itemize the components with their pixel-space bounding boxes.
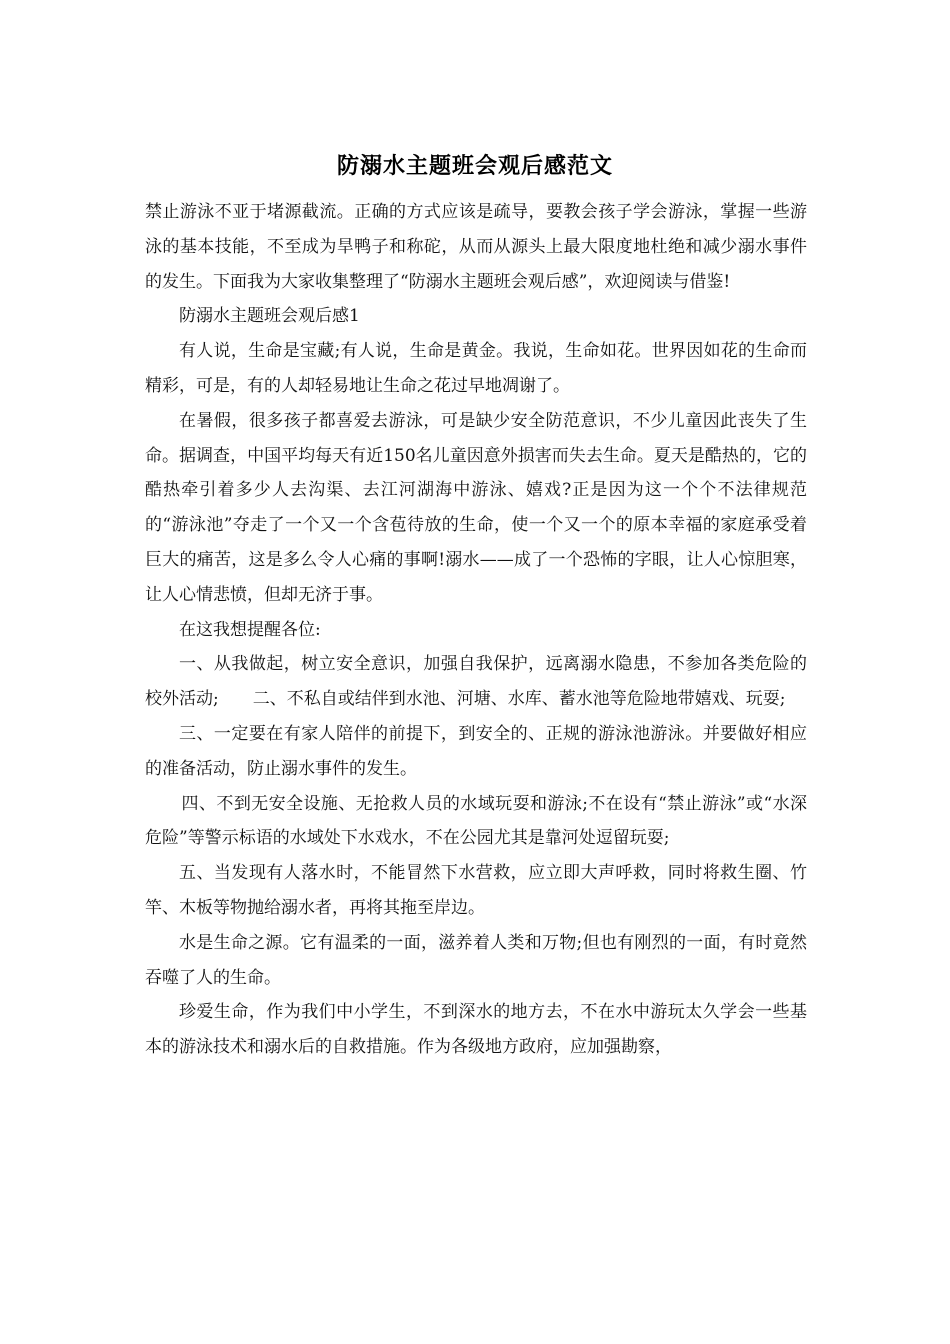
paragraph: 珍爱生命，作为我们中小学生，不到深水的地方去，不在水中游玩太久学会一些基本的游泳技术和溺水后的自救措施。作为各级地方政府，应加强勘察， [145,1002,807,1058]
document-body [145,195,807,1065]
paragraph-intro: 禁止游泳不亚于堵源截流。正确的方式应该是疏导，要教会孩子学会游泳，掌握一些游泳的基本技能，不至成为旱鸭子和称砣，从而从源头上最大限度地杜绝和减少溺水事件的发生。下面我为大家收集整理了“防溺水主题班会观后感”，欢迎阅读与借鉴! [145,202,807,292]
paragraph: 水是生命之源。它有温柔的一面，滋养着人类和万物;但也有刚烈的一面，有时竟然吞噬了人的生命。 [145,932,807,988]
paragraph: 在暑假，很多孩子都喜爱去游泳，可是缺少安全防范意识，不少儿童因此丧失了生命。据调查，中国平均每天有近150名儿童因意外损害而失去生命。夏天是酷热的，它的酷热牵引着多少人去沟渠、去江河湖海中游泳、嬉戏?正是因为这一个个不法律规范的“游泳池”夺走了一个又一个含苞待放的生命，使一个又一个的原本幸福的家庭承受着巨大的痛苦，这是多么令人心痛的事啊!溺水——成了一个恐怖的字眼，让人心惊胆寒，让人心情悲愤，但却无济于事。 [145,410,807,605]
paragraph-list-item: 四、不到无安全设施、无抢救人员的水域玩耍和游泳;不在设有“禁止游泳”或“水深危险”等警示标语的水域处下水戏水，不在公园尤其是靠河处逗留玩耍; [145,793,807,849]
document-title: 防溺水主题班会观后感范文 [336,153,613,179]
paragraph-subtitle: 防溺水主题班会观后感1 [179,306,360,327]
paragraph-list-item: 三、一定要在有家人陪伴的前提下，到安全的、正规的游泳池游泳。并要做好相应的准备活动，防止溺水事件的发生。 [145,723,807,779]
paragraph: 在这我想提醒各位: [179,619,321,640]
paragraph-list-item: 一、从我做起，树立安全意识，加强自我保护，远离溺水隐患，不参加各类危险的校外活动; 二、不私自或结伴到水池、河塘、水库、蓄水池等危险地带嬉戏、玩耍; [145,654,807,710]
paragraph: 有人说，生命是宝藏;有人说，生命是黄金。我说，生命如花。世界因如花的生命而精彩，可是，有的人却轻易地让生命之花过早地凋谢了。 [145,341,807,396]
paragraph-list-item: 五、当发现有人落水时，不能冒然下水营救，应立即大声呼救，同时将救生圈、竹竿、木板等物抛给溺水者，再将其拖至岸边。 [145,863,807,918]
